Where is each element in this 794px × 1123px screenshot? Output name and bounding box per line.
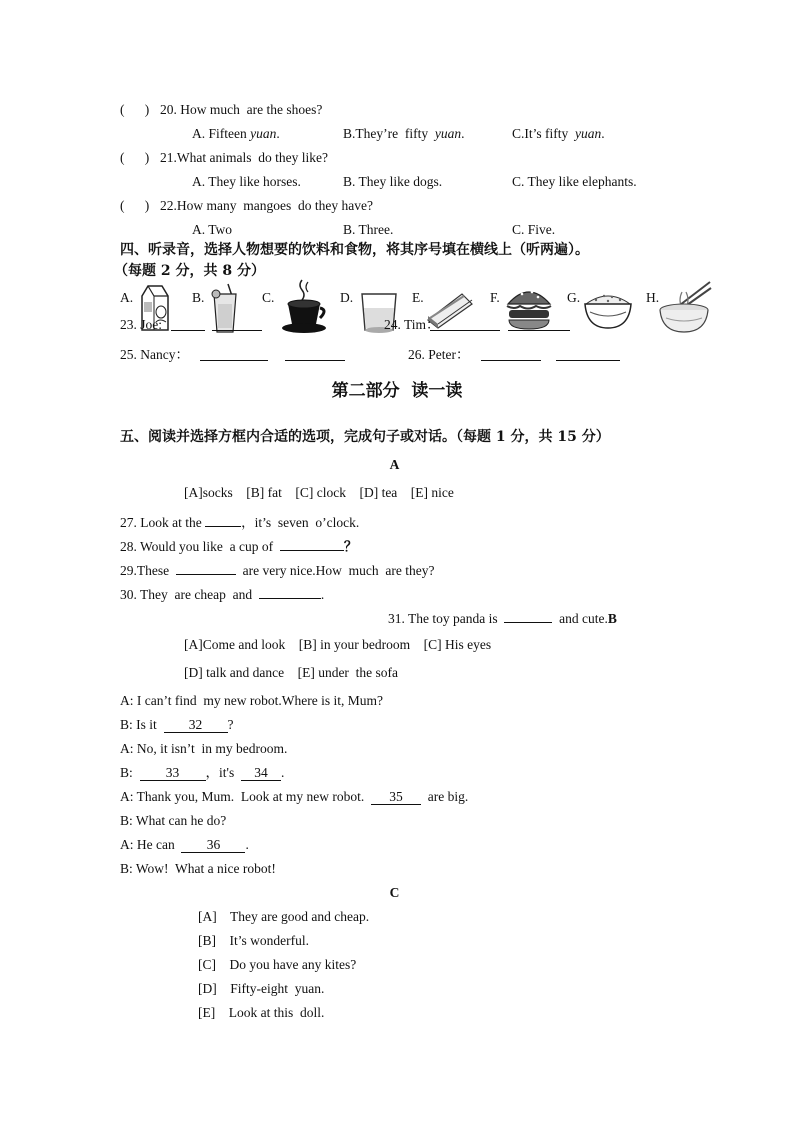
dialog-line-7: A: He can 36 . [120, 837, 249, 852]
q25-blank-1[interactable] [200, 346, 268, 361]
q20-option-c: C.It’s fifty yuan. [512, 126, 605, 141]
pic-label-h: H. [646, 290, 660, 305]
part-c-option: [C] Do you have any kites? [198, 957, 357, 972]
part-c-option: [E] Look at this doll. [198, 1005, 325, 1020]
q22-option-b: B. Three. [343, 222, 394, 237]
pic-label-d: D. [340, 290, 354, 305]
q22-option-c: C. Five. [512, 222, 556, 237]
q23-label: 23. Joe: [120, 317, 162, 332]
q20-option-b: B.They’re fifty yuan. [343, 126, 465, 141]
q22-option-a: A. Two [192, 222, 233, 237]
part-b-options-2: [D] talk and dance [E] under the sofa [184, 665, 399, 680]
pic-label-f: F. [490, 290, 500, 305]
q24-label: 24. Tim： [384, 317, 440, 332]
q32-blank[interactable]: 32 [164, 718, 228, 733]
q26-blank-1[interactable] [481, 346, 541, 361]
dialog-line-8: B: Wow! What a nice robot! [120, 861, 276, 876]
q22-paren: ( ) [120, 198, 150, 213]
q30-blank[interactable] [259, 584, 321, 599]
section4-title: 四、听录音，选择人物想要的饮料和食物，将其序号填在横线上（听两遍）。 [120, 242, 589, 258]
q36-blank[interactable]: 36 [181, 838, 245, 853]
q23-blank-1[interactable] [171, 316, 205, 331]
pic-label-g: G. [567, 290, 581, 305]
q23-blank-2[interactable] [212, 316, 262, 331]
q21-paren: ( ) [120, 150, 150, 165]
part-c-option: [A] They are good and cheap. [198, 909, 370, 924]
part-b-label: B [607, 611, 617, 626]
q35-blank[interactable]: 35 [371, 790, 421, 805]
q26-label: 26. Peter： [408, 347, 470, 362]
dialog-line-3: A: No, it isn’t in my bedroom. [120, 741, 288, 756]
q31: 31. The toy panda is and cute.B [388, 608, 617, 628]
part-c-option: [B] It’s wonderful. [198, 933, 309, 948]
q27: 27. Look at the ，it’s seven o’clock. [120, 512, 359, 532]
dialog-line-6: B: What can he do? [120, 813, 227, 828]
q21-option-c: C. They like elephants. [512, 174, 637, 189]
part-a-label: A [389, 457, 400, 472]
q24-blank-2[interactable] [508, 316, 570, 331]
q21-stem: 21.What animals do they like? [160, 150, 328, 165]
pic-label-a: A. [120, 290, 134, 305]
dialog-line-4: B: 33 ，it's 34 . [120, 765, 285, 780]
pic-label-e: E. [412, 290, 424, 305]
part-c-option: [D] Fifty-eight yuan. [198, 981, 325, 996]
coffee-cup-icon [280, 276, 332, 336]
q33-blank[interactable]: 33 [140, 766, 206, 781]
rice-bowl-icon [582, 286, 634, 332]
q28: 28. Would you like a cup of ？ [120, 536, 357, 556]
q20-option-a: A. Fifteen yuan. [192, 126, 280, 141]
part-b-options-1: [A]Come and look [B] in your bedroom [C] His eyes [184, 637, 492, 652]
dialog-line-1: A: I can’t find my new robot.Where is it, Mum? [120, 693, 383, 708]
q34-blank[interactable]: 34 [241, 766, 281, 781]
q24-blank-1[interactable] [430, 316, 500, 331]
q25-blank-2[interactable] [285, 346, 345, 361]
q29-blank[interactable] [176, 560, 236, 575]
dialog-line-5: A: Thank you, Mum. Look at my new robot. 35 are big. [120, 789, 469, 804]
q28-blank[interactable] [280, 536, 344, 551]
section5-title: 五、阅读并选择方框内合适的选项，完成句子或对话。（每题 1 分，共 15 分） [120, 429, 610, 445]
q20-stem: 20. How much are the shoes? [160, 102, 323, 117]
part2-heading: 第二部分 读一读 [331, 381, 463, 401]
q31-blank[interactable] [504, 608, 552, 623]
q21-option-a: A. They like horses. [192, 174, 301, 189]
part-c-label: C [389, 885, 400, 900]
q20-paren: ( ) [120, 102, 150, 117]
noodle-bowl-icon [656, 280, 712, 336]
pic-label-c: C. [262, 290, 275, 305]
q21-option-b: B. They like dogs. [343, 174, 443, 189]
q22-stem: 22.How many mangoes do they have? [160, 198, 373, 213]
q26-blank-2[interactable] [556, 346, 620, 361]
q25-label: 25. Nancy： [120, 347, 189, 362]
section4-note: （每题 2 分，共 8 分） [114, 263, 265, 279]
dialog-line-2: B: Is it 32 ? [120, 717, 234, 732]
q27-blank[interactable] [205, 512, 241, 527]
q29: 29.These are very nice.How much are they? [120, 560, 435, 580]
pic-label-b: B. [192, 290, 205, 305]
part-a-options: [A]socks [B] fat [C] clock [D] tea [E] nice [184, 485, 454, 500]
q30: 30. They are cheap and . [120, 584, 324, 604]
